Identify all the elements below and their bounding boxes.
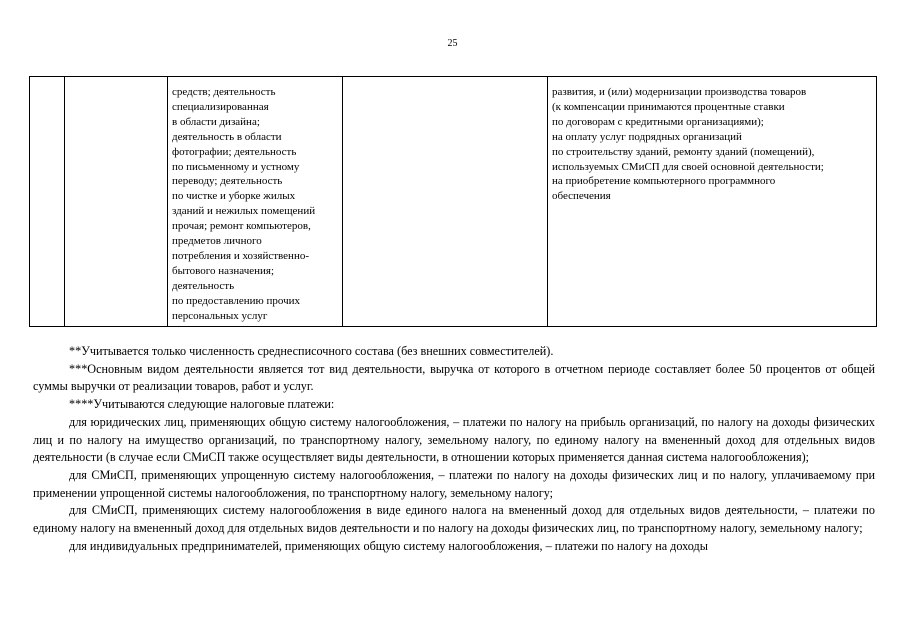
cell-text-line: предметов личного xyxy=(172,235,262,248)
cell-text-line: бытового назначения; xyxy=(172,264,275,277)
cell-text-line: по чистке и уборке жилых xyxy=(172,190,296,203)
cell-text-line: используемых СМиСП для своей основной деятельности; xyxy=(552,160,824,173)
cell-text-line: (к компенсации принимаются процентные ставки xyxy=(552,100,785,113)
table-cell-category xyxy=(65,77,168,327)
cell-text-line: деятельность xyxy=(172,279,235,292)
footnote-paragraph: **Учитывается только численность среднесписочного состава (без внешних совместителей). xyxy=(69,344,554,358)
cell-text-line: обеспечения xyxy=(552,190,611,203)
cell-text-line: на приобретение компьютерного программного xyxy=(552,175,776,188)
cell-text-line: по строительству зданий, ремонту зданий (помещений), xyxy=(552,145,815,158)
cell-text-line: фотографии; деятельность xyxy=(172,145,297,158)
cell-text-line: по письменному и устному xyxy=(172,160,300,173)
table-cell-number xyxy=(30,77,65,327)
table-cell-empty xyxy=(343,77,548,327)
cell-text-line: переводу; деятельность xyxy=(172,175,283,188)
cell-text-line: развития, и (или) модернизации производства товаров xyxy=(552,86,807,98)
footnote-paragraph: для СМиСП, применяющих систему налогообложения в виде единого налога на вмененный доход для отдельных видов деятельности, – платежи по единому налогу на вмененный доход для отдельных видов деятельности и по налогу на доходы физических лиц, по транспортному налогу, земельному налогу; xyxy=(33,503,875,536)
cell-text-line: по договорам с кредитными организациями); xyxy=(552,115,764,128)
footnotes xyxy=(33,343,875,555)
cell-text-line: прочая; ремонт компьютеров, xyxy=(172,220,311,233)
footnote-paragraph: ***Основным видом деятельности является тот вид деятельности, выручка от которого в отчетном периоде составляет более 50 процентов от общей суммы выручки от реализации товаров, работ и услуг. xyxy=(33,361,875,394)
cell-text-line: по предоставлению прочих xyxy=(172,294,301,307)
cell-text-line: персональных услуг xyxy=(172,309,268,322)
cell-text-line: зданий и нежилых помещений xyxy=(172,205,316,218)
footnote-paragraph: для индивидуальных предпринимателей, применяющих общую систему налогообложения, – платежи по налогу на доходы xyxy=(69,538,708,553)
footnote-paragraph: для СМиСП, применяющих упрощенную систему налогообложения, – платежи по налогу на доходы физических лиц и по налогу, уплачиваемому при применении упрощенной системы налогообложения, по транспортному налогу, земельному налогу; xyxy=(33,467,875,500)
footnote-paragraph: ****Учитываются следующие налоговые платежи: xyxy=(69,397,335,412)
criteria-table xyxy=(29,76,877,327)
cell-text-line: средств; деятельность xyxy=(172,86,276,98)
footnote-paragraph: для юридических лиц, применяющих общую систему налогообложения, – платежи по налогу на прибыль организаций, по налогу на доходы физических лиц и по налогу на имущество организаций, по транспортному налогу, земельному налогу, по единому налогу на вмененный доход для отдельных видов деятельности (в случае если СМиСП также осуществляет виды деятельности, в отношении которых применяется данная система налогообложения); xyxy=(33,414,875,465)
table-row xyxy=(30,77,877,327)
page-number: 25 xyxy=(447,38,458,49)
cell-text-line: в области дизайна; xyxy=(172,115,260,128)
table-cell-expense-types xyxy=(548,77,877,327)
cell-text-line: деятельность в области xyxy=(172,130,282,143)
cell-text-line: специализированная xyxy=(172,100,269,113)
cell-text-line: на оплату услуг подрядных организаций xyxy=(552,130,742,143)
table-cell-activity-types xyxy=(168,77,343,327)
cell-text-line: потребления и хозяйственно- xyxy=(172,249,309,262)
